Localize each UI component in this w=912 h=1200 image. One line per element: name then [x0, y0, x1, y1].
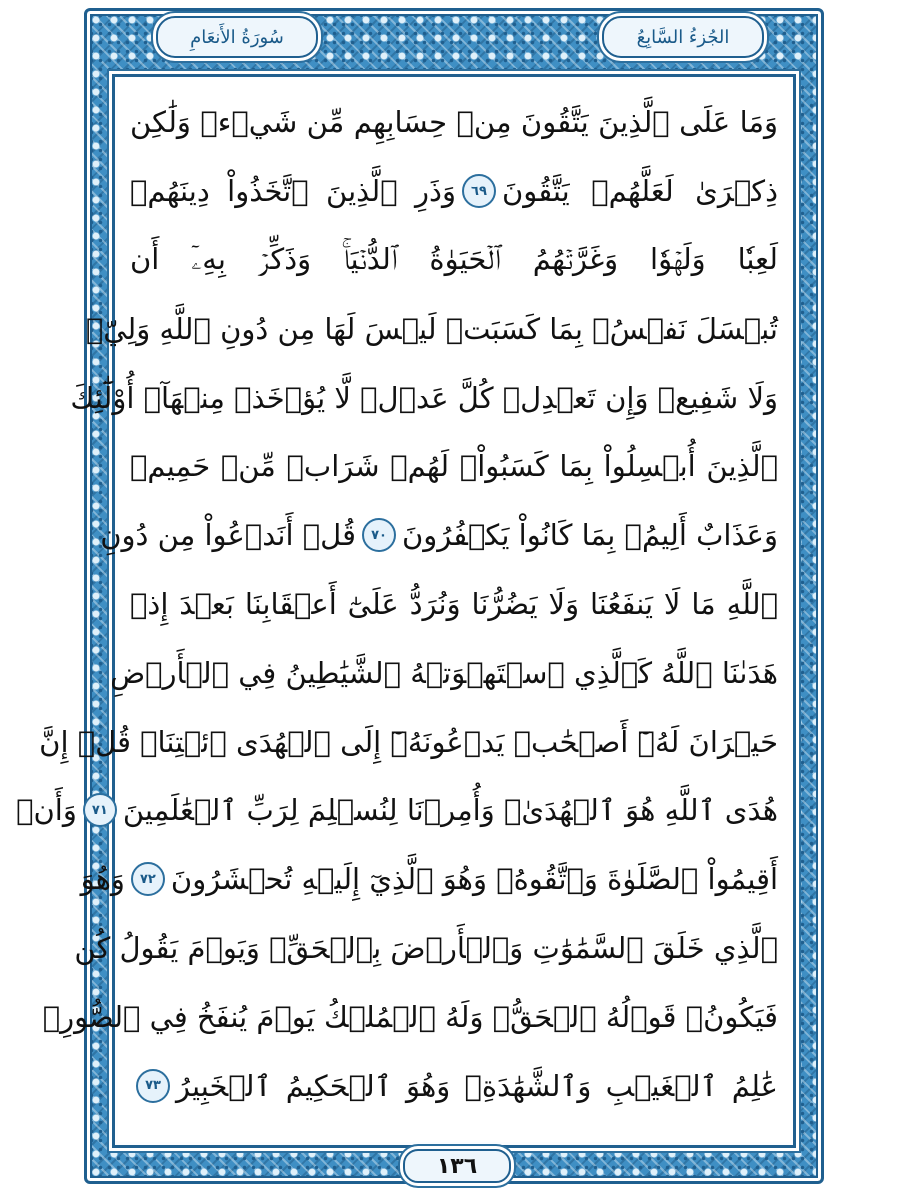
verse-text: تُبۡسَلَ نَفۡسُۢ بِمَا كَسَبَتۡ لَيۡسَ لَهَا مِن دُونِ ٱللَّهِ وَلِيّٞ — [85, 311, 778, 346]
verse-line — [85, 294, 778, 363]
verse-line — [130, 570, 778, 639]
verse-text: وَهُوَ — [80, 862, 125, 897]
verse-line — [130, 1051, 778, 1120]
verse-lines — [16, 88, 778, 1120]
verse-text: فَيَكُونُۚ قَوۡلُهُ ٱلۡحَقُّۚ وَلَهُ ٱلۡمُلۡكُ يَوۡمَ يُنفَخُ فِي ٱلصُّورِۚ — [42, 999, 778, 1034]
verse-text: هَدَىٰنَا ٱللَّهُ كَٱلَّذِي ٱسۡتَهۡوَتۡهُ ٱلشَّيَٰطِينُ فِي ٱلۡأَرۡضِ — [110, 655, 778, 690]
verse-line — [130, 88, 778, 157]
verse-text: وَعَذَابٌ أَلِيمُۢ بِمَا كَانُواْ يَكۡفُرُونَ — [402, 518, 778, 553]
verse-text: وَذَرِ ٱلَّذِينَ ٱتَّخَذُواْ دِينَهُمۡ — [129, 174, 456, 209]
verse-text: هُدَى ٱللَّهِ هُوَ ٱلۡهُدَىٰۖ وَأُمِرۡنَا لِنُسۡلِمَ لِرَبِّ ٱلۡعَٰلَمِينَ — [122, 793, 778, 828]
verse-line — [74, 914, 778, 983]
verse-text: وَأَنۡ — [16, 793, 77, 828]
verse-text: ذِكۡرَىٰ لَعَلَّهُمۡ يَتَّقُونَ — [501, 174, 778, 209]
verse-text: ٱلَّذِي خَلَقَ ٱلسَّمَٰوَٰتِ وَٱلۡأَرۡضَ بِٱلۡحَقِّۖ وَيَوۡمَ يَقُولُ كُن — [74, 930, 778, 965]
verse-line — [100, 501, 778, 570]
ayah-number-marker: ٦٩ — [462, 174, 496, 208]
verse-text: عَٰلِمُ ٱلۡغَيۡبِ وَٱلشَّهَٰدَةِۚ وَهُوَ ٱلۡحَكِيمُ ٱلۡخَبِيرُ — [176, 1068, 778, 1103]
verse-text: لَعِبٗا وَلَهۡوٗا وَغَرَّتۡهُمُ ٱلۡحَيَوٰةُ ٱلدُّنۡيَاۚ وَذَكِّرۡ بِهِۦٓ أَن — [130, 242, 778, 277]
page-number: ١٣٦ — [436, 1153, 478, 1179]
verse-line — [130, 432, 778, 501]
ayah-number-marker: ٧٠ — [362, 518, 396, 552]
verse-text: وَلَا شَفِيعٞ وَإِن تَعۡدِلۡ كُلَّ عَدۡلٖ لَّا يُؤۡخَذۡ مِنۡهَآۗ أُوْلَٰٓئِكَ — [70, 380, 778, 415]
ayah-number-marker: ٧٢ — [131, 862, 165, 896]
surah-name: سُورَةُ الأَنعَامِ — [190, 26, 284, 48]
verse-text: أَقِيمُواْ ٱلصَّلَوٰةَ وَٱتَّقُوهُۚ وَهُوَ ٱلَّذِيٓ إِلَيۡهِ تُحۡشَرُونَ — [170, 862, 778, 897]
surah-name-cartouche — [156, 16, 318, 58]
verse-line — [130, 226, 778, 295]
verse-line — [110, 638, 778, 707]
verse-line — [130, 157, 778, 226]
ayah-number-marker: ٧١ — [83, 793, 117, 827]
verse-line — [39, 707, 778, 776]
verse-line — [42, 982, 778, 1051]
verse-text: ٱللَّهِ مَا لَا يَنفَعُنَا وَلَا يَضُرُّنَا وَنُرَدُّ عَلَىٰٓ أَعۡقَابِنَا بَعۡدَ إِذۡ — [130, 586, 778, 621]
verse-text: قُلۡ أَنَدۡعُواْ مِن دُونِ — [100, 518, 356, 553]
verse-line — [70, 363, 778, 432]
juz-name-cartouche — [602, 16, 764, 58]
verse-text: حَيۡرَانَ لَهُۥٓ أَصۡحَٰبٞ يَدۡعُونَهُۥٓ إِلَى ٱلۡهُدَى ٱئۡتِنَاۗ قُلۡ إِنَّ — [39, 724, 778, 759]
verse-line — [16, 776, 778, 845]
verse-text: وَمَا عَلَى ٱلَّذِينَ يَتَّقُونَ مِنۡ حِسَابِهِم مِّن شَيۡءٖ وَلَٰكِن — [130, 105, 778, 140]
juz-name: الجُزءُ السَّابِعُ — [636, 26, 730, 48]
verse-text: ٱلَّذِينَ أُبۡسِلُواْ بِمَا كَسَبُواْۖ لَهُمۡ شَرَابٞ مِّنۡ حَمِيمٖ — [130, 449, 778, 484]
page-number-cartouche — [403, 1149, 511, 1183]
verse-line — [80, 845, 778, 914]
ayah-number-marker: ٧٣ — [136, 1069, 170, 1103]
